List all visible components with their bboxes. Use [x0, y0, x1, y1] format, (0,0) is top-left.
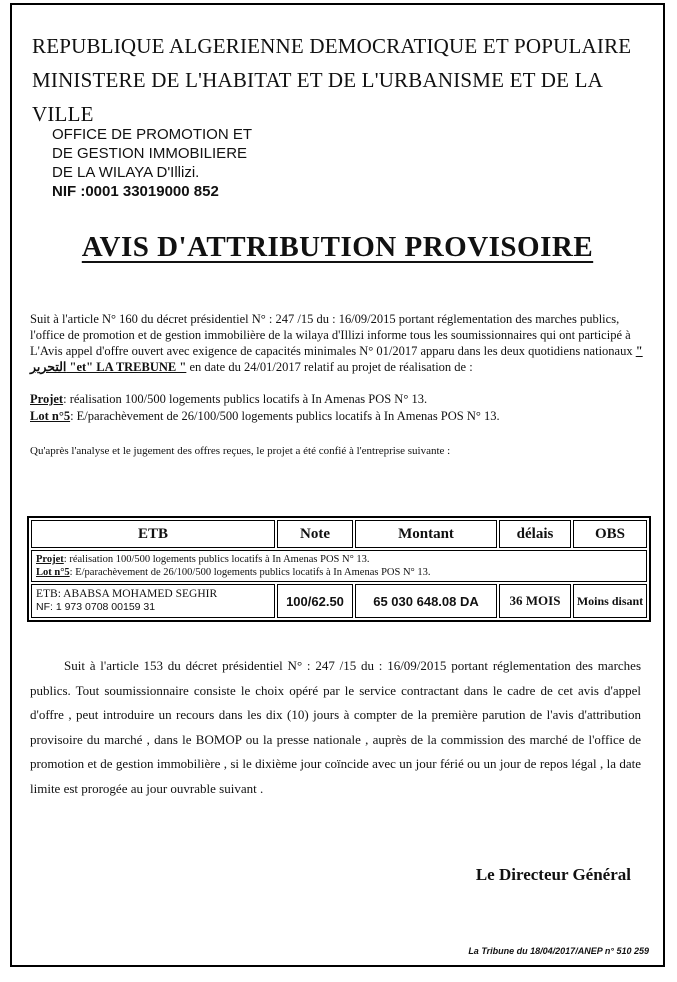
table-project-row [31, 550, 647, 582]
office-line-2: DE GESTION IMMOBILIERE [52, 145, 248, 162]
lot-line [30, 408, 643, 425]
delais-cell: 36 MOIS [499, 584, 571, 618]
result-statement: Qu'après l'analyse et le jugement des offres reçues, le projet a été confié à l'entreprise suivante : [30, 445, 451, 457]
header-etb: ETB [31, 520, 275, 548]
table-lot-line [36, 566, 642, 579]
intro-journals: " التحرير "et" LA TREBUNE " [30, 344, 643, 374]
table-lot-text: : E/parachèvement de 26/100/500 logements publics locatifs à In Amenas POS N° 13. [69, 567, 431, 578]
table-header-row [31, 520, 647, 548]
header-montant: Montant [355, 520, 497, 548]
appeal-paragraph: Suit à l'article 153 du décret présidentiel N° : 247 /15 du : 16/09/2015 portant réglementation des marches publics. Tout soumissionnaire consiste le choix opéré par le service contractant dans le cadre de cet avis d'appel d'offre , peut introduire un recours dans les dix (10) jours à compter de la première parution de l'avis d'attribution provisoire du marché , dans le BOMOP ou la presse nationale , auprès de la commission des marché de l'office de promotion et de gestion immobilière , si le dixième jour coïncide avec un jour férié ou un jour de repos légal , la date limite est prorogée au jour ouvrable suivant . [30, 658, 641, 796]
notice-title [12, 231, 663, 264]
lot-text: : E/parachèvement de 26/100/500 logements publics locatifs à In Amenas POS N° 13. [70, 409, 500, 423]
signature: Le Directeur Général [475, 865, 631, 884]
obs-cell: Moins disant [573, 584, 647, 618]
project-block [30, 391, 643, 425]
publication-footer: La Tribune du 18/04/2017/ANEP n° 510 259 [468, 946, 649, 956]
header-delais: délais [499, 520, 571, 548]
office-nif: NIF :0001 33019000 852 [52, 183, 219, 200]
table-project-line [36, 553, 642, 566]
table-project-label: Projet [36, 554, 64, 565]
intro-paragraph [30, 311, 643, 375]
lot-label: Lot n°5 [30, 409, 71, 423]
notice-title-text: AVIS D'ATTRIBUTION PROVISOIRE [81, 231, 594, 263]
table-project-cell [31, 550, 647, 582]
header-obs: OBS [573, 520, 647, 548]
office-block [52, 125, 252, 201]
etb-nif: NF: 1 973 0708 00159 31 [36, 601, 156, 613]
header [32, 29, 647, 131]
ministry-heading: MINISTERE DE L'HABITAT ET DE L'URBANISME ET DE LA VILLE [32, 68, 602, 126]
office-line-3: DE LA WILAYA D'Illizi. [52, 164, 200, 181]
project-label: Projet [30, 392, 64, 406]
intro-text-after: en date du 24/01/2017 relatif au projet de réalisation de : [189, 360, 473, 374]
table-project-text: : réalisation 100/500 logements publics locatifs à In Amenas POS N° 13. [63, 554, 370, 565]
notice-page [10, 3, 665, 967]
republic-heading: REPUBLIQUE ALGERIENNE DEMOCRATIQUE ET POPULAIRE [32, 34, 632, 58]
project-text: : réalisation 100/500 logements publics locatifs à In Amenas POS N° 13. [63, 392, 428, 406]
table-row [31, 584, 647, 618]
intro-text-before: Suit à l'article N° 160 du décret présidentiel N° : 247 /15 du : 16/09/2015 portant réglementation des marches publics, l'office de promotion et de gestion immobilière de la wilaya d'Illizi informe tous les soumissionnaires qui ont participé à L'Avis appel d'offre ouvert avec exigence de capacités minimales N° 01/2017 apparu dans les deux quotidiens nationaux [30, 312, 633, 358]
attribution-table [27, 516, 651, 622]
office-line-1: OFFICE DE PROMOTION ET [52, 126, 253, 143]
project-line [30, 391, 643, 408]
etb-name: ETB: ABABSA MOHAMED SEGHIR [36, 588, 218, 600]
etb-cell [31, 584, 275, 618]
header-note: Note [277, 520, 353, 548]
note-cell: 100/62.50 [277, 584, 353, 618]
montant-cell: 65 030 648.08 DA [355, 584, 497, 618]
table-lot-label: Lot n°5 [36, 567, 70, 578]
